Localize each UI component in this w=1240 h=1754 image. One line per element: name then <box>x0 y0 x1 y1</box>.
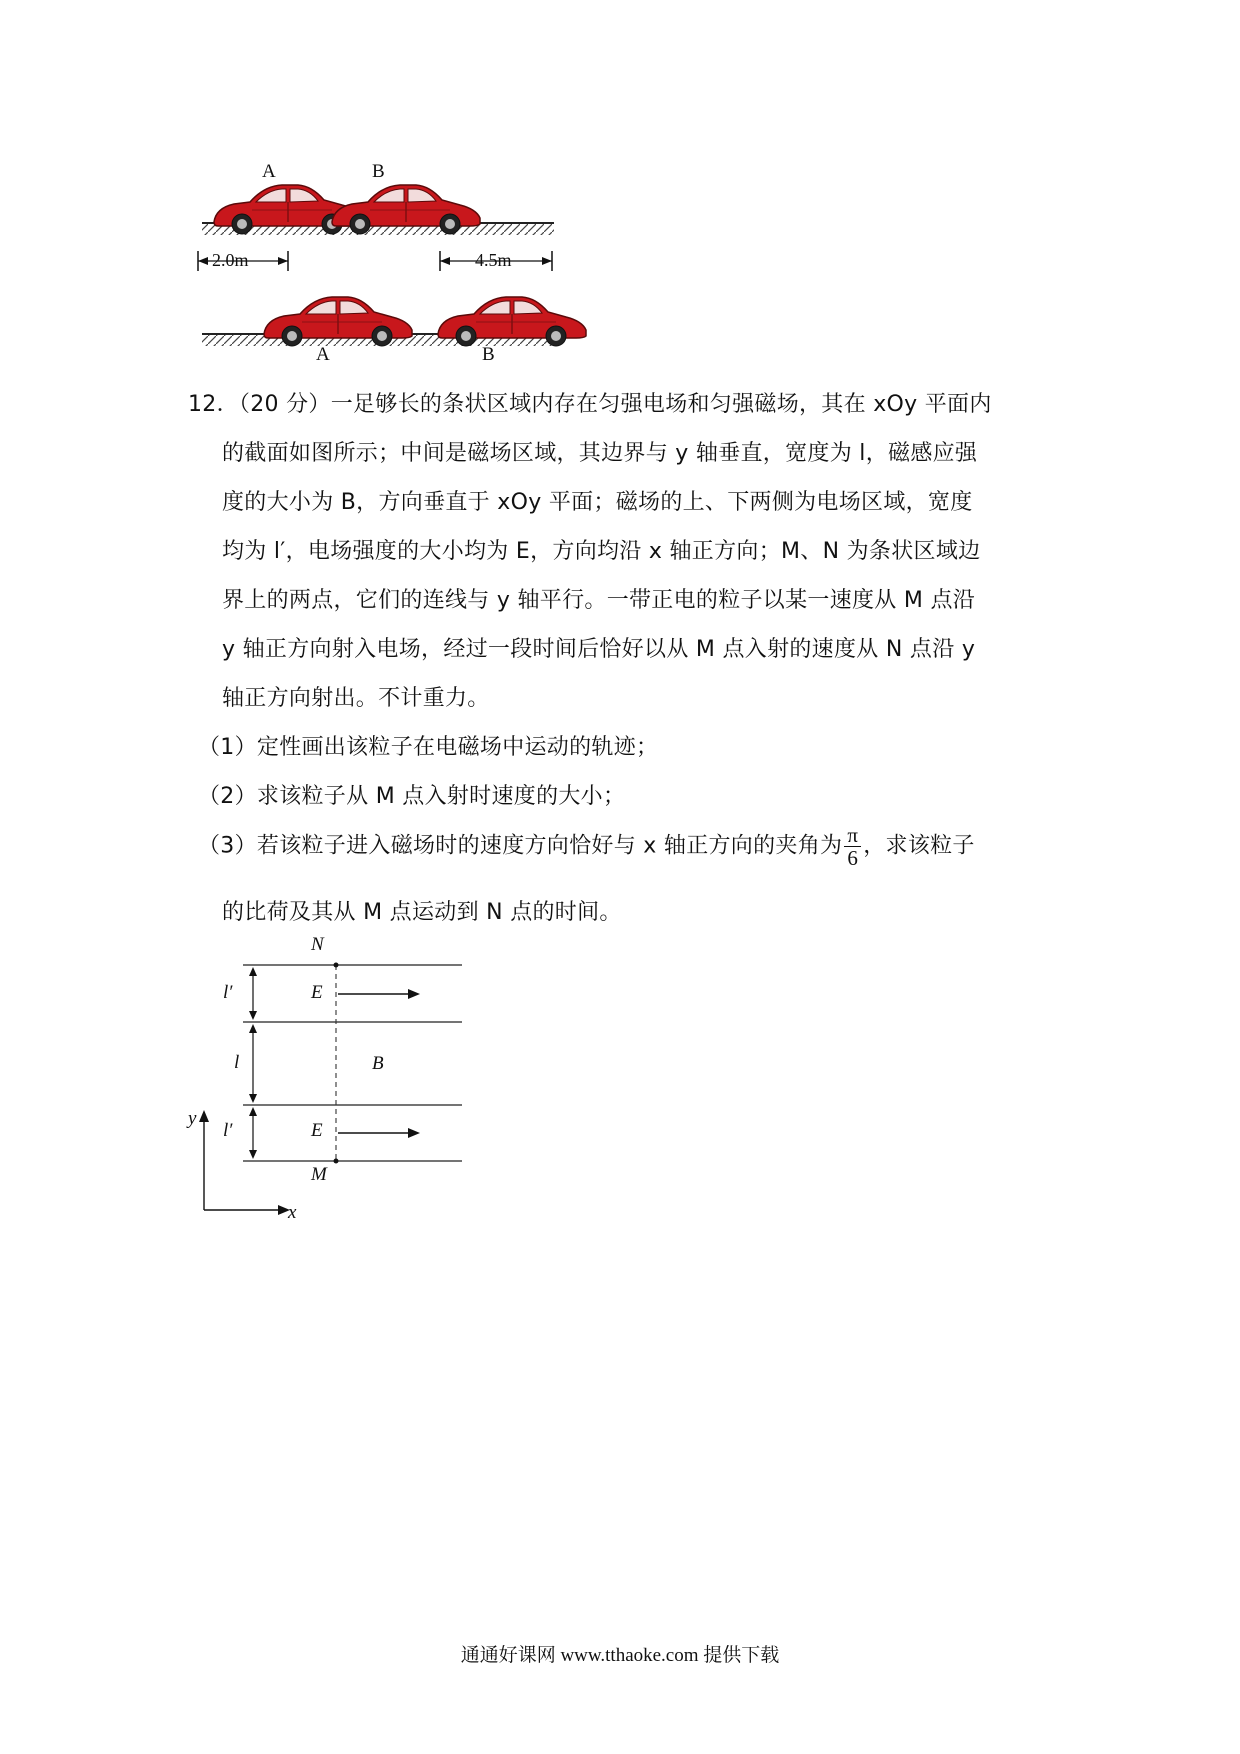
subquestion-3 <box>198 824 975 869</box>
label-b: B <box>372 1053 384 1074</box>
dimension-right-label: 4.5m <box>475 250 512 270</box>
dimension-l-prime-top <box>249 967 257 1020</box>
label-n: N <box>311 934 324 955</box>
dimension-l-prime-bottom <box>249 1107 257 1159</box>
car-b-top <box>332 185 480 234</box>
label-e-bottom: E <box>311 1120 323 1141</box>
label-e-top: E <box>311 982 323 1003</box>
page-footer: 通通好课网 www.tthaoke.com 提供下载 <box>460 1645 780 1666</box>
coordinate-axes <box>199 1110 290 1215</box>
car-label-a-bottom: A <box>316 344 330 365</box>
problem-line-5: 界上的两点，它们的连线与 y 轴平行。一带正电的粒子以某一速度从 M 点沿 <box>222 588 976 613</box>
label-l-prime-bottom: l′ <box>223 1120 233 1141</box>
subquestion-3-line-2: 的比荷及其从 M 点运动到 N 点的时间。 <box>222 900 622 925</box>
field-diagram <box>0 930 500 1230</box>
car-label-a-top: A <box>262 161 276 182</box>
problem-line-4: 均为 l′，电场强度的大小均为 E，方向均沿 x 轴正方向；M、N 为条状区域边 <box>222 539 981 564</box>
problem-line-7: 轴正方向射出。不计重力。 <box>222 686 490 711</box>
field-diagram-svg <box>0 930 500 1230</box>
problem-score: （20 分） <box>238 392 331 417</box>
label-l: l <box>234 1052 240 1073</box>
car-label-b-top: B <box>372 161 385 182</box>
fraction-pi-over-6 <box>844 824 861 869</box>
problem-first-line <box>188 390 992 420</box>
car-b-bottom <box>438 297 586 346</box>
problem-line-6: y 轴正方向射入电场，经过一段时间后恰好以从 M 点入射的速度从 N 点沿 y <box>222 637 976 662</box>
dimension-l <box>249 1024 257 1103</box>
point-n <box>334 963 339 968</box>
point-m <box>334 1159 339 1164</box>
subquestion-3-pre: （3）若该粒子进入磁场时的速度方向恰好与 x 轴正方向的夹角为 <box>198 833 843 859</box>
problem-line-1: 一足够长的条状区域内存在匀强电场和匀强磁场，其在 xOy 平面内 <box>330 392 992 417</box>
subquestion-1: （1）定性画出该粒子在电磁场中运动的轨迹； <box>198 735 659 760</box>
subquestion-2: （2）求该粒子从 M 点入射时速度的大小； <box>198 784 626 809</box>
car-label-b-bottom: B <box>482 344 495 365</box>
label-l-prime-top: l′ <box>223 982 233 1003</box>
problem-line-3: 度的大小为 B，方向垂直于 xOy 平面；磁场的上、下两侧为电场区域，宽度 <box>222 490 973 515</box>
problem-line-2: 的截面如图所示；中间是磁场区域，其边界与 y 轴垂直，宽度为 l，磁感应强 <box>222 441 978 466</box>
fraction-numerator: π <box>844 824 861 847</box>
axis-y-label: y <box>188 1108 197 1129</box>
subquestion-3-post: ，求该粒子 <box>863 833 975 859</box>
label-m: M <box>311 1164 327 1185</box>
car-a-bottom <box>264 297 412 346</box>
problem-number: 12． <box>188 392 239 417</box>
dimension-left-label: 2.0m <box>212 250 249 270</box>
car-figure <box>0 0 620 380</box>
fraction-denominator: 6 <box>847 846 859 870</box>
car-figure-svg <box>0 0 620 380</box>
axis-x-label: x <box>288 1202 297 1223</box>
